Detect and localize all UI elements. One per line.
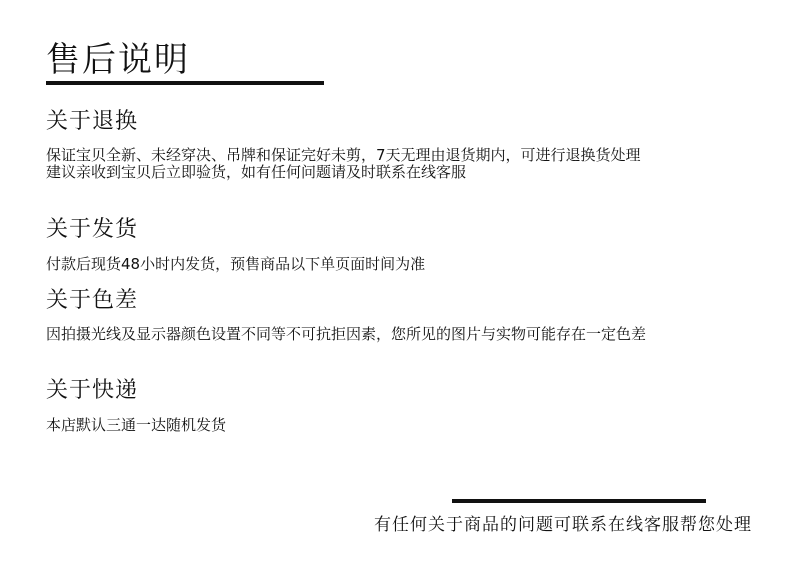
section-heading-courier: 关于快递	[46, 378, 139, 403]
returns-policy-text: 保证宝贝全新、未经穿决、吊牌和保证完好未剪，7天无理由退货期内，可进行退换货处理	[46, 146, 641, 164]
section-body-shipping	[46, 256, 754, 273]
courier-policy-text: 本店默认三通一达随机发货	[46, 416, 227, 434]
title-underline	[46, 81, 324, 85]
returns-inspection-text: 建议亲收到宝贝后立即验货，如有任何问题请及时联系在线客服	[46, 163, 467, 181]
shipping-policy-text: 付款后现货48小时内发货，预售商品以下单页面时间为准	[46, 255, 426, 273]
section-body-returns	[46, 147, 754, 181]
color-difference-text: 因拍摄光线及显示器颜色设置不同等不可抗拒因素，您所见的图片与实物可能存在一定色差	[46, 325, 647, 343]
section-heading-shipping: 关于发货	[46, 217, 139, 242]
footer-contact-note: 有任何关于商品的问题可联系在线客服帮您处理	[374, 515, 752, 535]
footer-rule	[452, 499, 706, 503]
page-title: 售后说明	[46, 40, 190, 80]
section-heading-color-difference: 关于色差	[46, 288, 139, 313]
section-body-color-difference	[46, 326, 754, 343]
section-body-courier	[46, 417, 754, 434]
section-heading-returns: 关于退换	[46, 109, 139, 134]
